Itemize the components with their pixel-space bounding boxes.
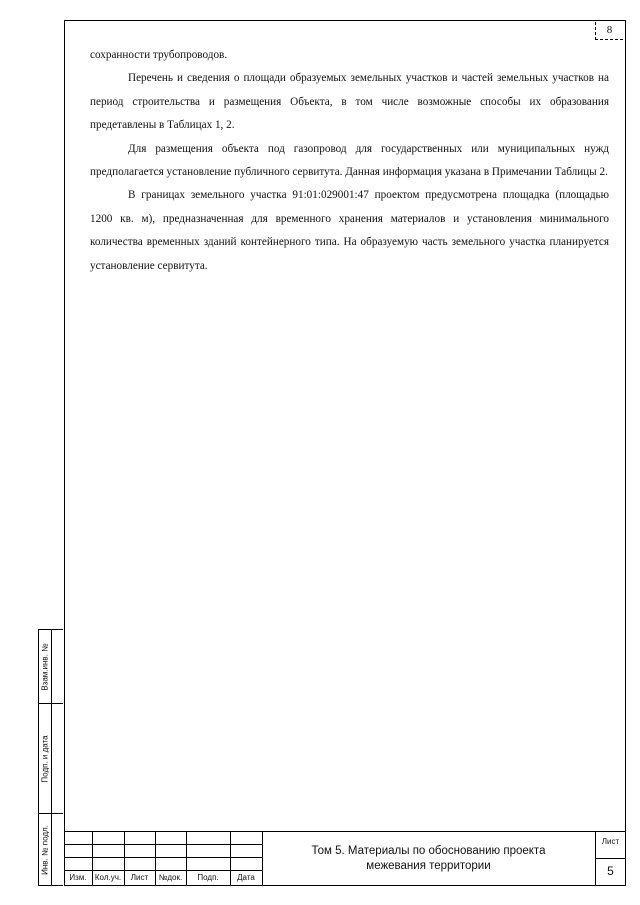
page-number: 8	[595, 22, 623, 40]
sheet-label: Лист	[601, 837, 620, 846]
stamp-podp-data	[38, 704, 63, 814]
sheet-number: 5	[607, 864, 614, 878]
title-line-2: межевания территории	[366, 859, 491, 872]
paragraph: Для размещения объекта под газопровод для государственных или муниципальных нужд предполагается установление публичного сервитута. Данная информация указана в Примечании Таблицы 2.	[90, 142, 609, 179]
col-kol-uch: Кол.уч.	[94, 873, 122, 882]
col-data: Дата	[237, 873, 255, 882]
paragraph: В границах земельного участка 91:01:029001:47 проектом предусмотрена площадка (площадью 1200 кв. м), предназначенная для временного хранения материалов и установления минимального количества временных зданий контейнерного типа. На образуемую часть земельного участка планируется установление сервитута.	[90, 189, 609, 272]
col-podp: Подп.	[197, 873, 219, 882]
stamp-inv-podl	[38, 814, 63, 886]
paragraph: Перечень и сведения о площади образуемых земельных участков и частей земельных участков на период строительства и размещения Объекта, в том числе возможные способы их образования предетавлены в Таблицах 1, 2.	[90, 72, 609, 132]
paragraph: сохранности трубопроводов.	[90, 49, 228, 61]
stamp-vzam-inv	[38, 629, 63, 704]
stamp-label: Подп. и дата	[40, 734, 50, 783]
col-izm: Изм.	[69, 873, 87, 882]
col-ndok: №док.	[158, 873, 183, 882]
title-block	[64, 831, 626, 886]
document-title	[262, 831, 595, 886]
document-body	[90, 44, 609, 278]
col-list: Лист	[130, 873, 149, 882]
stamp-label: Инв. № подл.	[40, 824, 50, 875]
title-line-1: Том 5. Материалы по обоснованию проекта	[311, 844, 546, 857]
stamp-label: Взам.инв. №	[40, 642, 50, 691]
